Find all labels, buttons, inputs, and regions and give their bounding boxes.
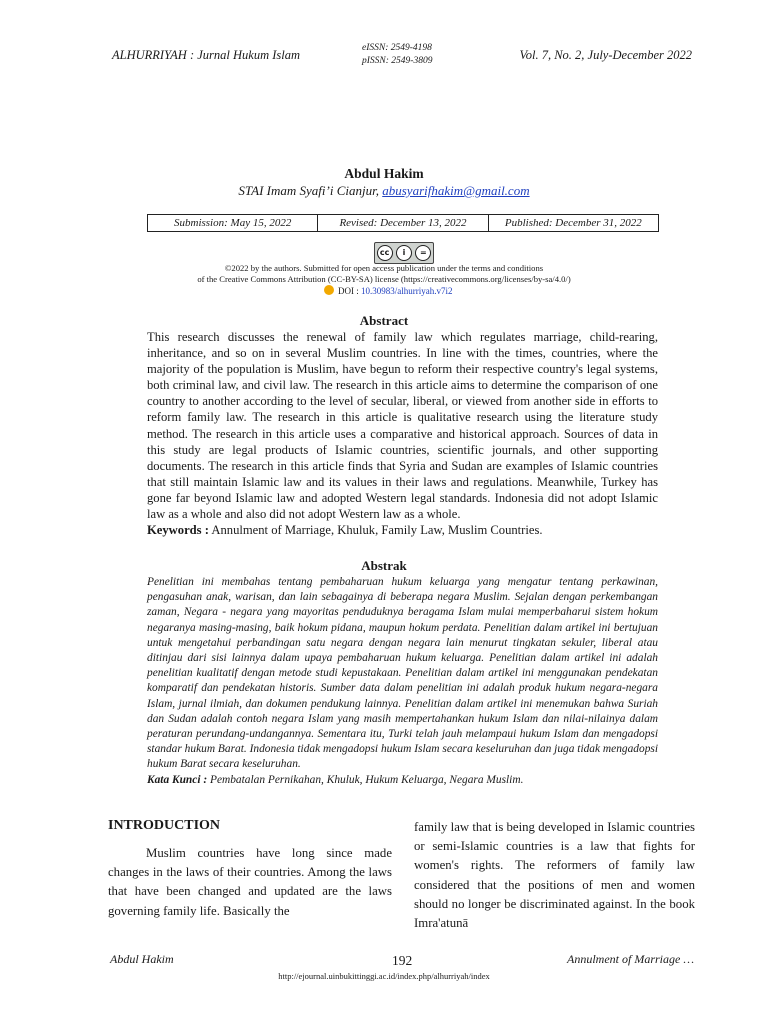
introduction-heading: INTRODUCTION [108,818,221,833]
abstrak-title: Abstrak [361,558,407,573]
license-statement [0,263,768,285]
journal-url[interactable]: http://ejournal.uinbukittinggi.ac.id/index.php/alhurriyah/index [278,971,490,981]
dates-table [147,214,659,232]
keywords-text: Annulment of Marriage, Khuluk, Family Law, Muslim Countries. [211,523,543,538]
doi-label: DOI : [338,286,359,296]
author-email-link[interactable]: abusyarifhakim@gmail.com [382,183,530,198]
kata-kunci-label: Kata Kunci : [147,773,208,786]
cc-license-badge[interactable] [374,242,434,264]
abstract-text: This research discusses the renewal of family law which regulates marriage, child-rearing, inheritance, and so on in several Muslim countries. In line with the times, countries, where the majority of the population is Muslim, have begun to reform their respective country's legal systems, both criminal law, and civil law. The research in this article aims to determine the comparison of one country to another according to the level of secular, liberal, or viewed from another side in efforts to reform family law. The research in this article is qualitative research using the literature study method. The research in this article uses a comparative and historical approach. Sources of data in this study are legal products of Islamic countries, scientific journals, and other supporting documents. The research in this article finds that Syria and Sudan are examples of Islamic countries that still maintain Islamic law and its values in their laws and regulations. Meanwhile, Turkey has gone far beyond Islamic law and adopted Western legal standards. Indonesia did not adopt Islamic law as a whole and also did not adopt Western law as a whole. [147,330,658,522]
attribution-icon: i [396,245,412,261]
license-line-2: of the Creative Commons Attribution (CC-BY-SA) license (https://creativecommons.org/licenses/by-sa/4.0/) [197,274,571,284]
author-name: Abdul Hakim [344,166,424,181]
author-affiliation [0,183,768,199]
doi-line [324,285,453,296]
abstrak-body [147,575,658,788]
abstract-body [147,329,658,538]
submission-date: Submission: May 15, 2022 [148,215,318,232]
doi-icon [324,285,334,295]
published-date: Published: December 31, 2022 [488,215,658,232]
abstrak-text: Penelitian ini membahas tentang pembaharuan hukum keluarga yang mengatur tentang perkawinan, pengasuhan anak, warisan, dan lain sebagainya di beberapa negara Muslim. Sejalan dengan perkembangan zaman, Negara - negara yang mayoritas penduduknya beragama Islam mulai memperbaharui sistem hokum negaranya masing-masing, baik hokum pidana, maupun hokum perdata. Penelitian dalam artikel ini bertujuan untuk mengetahui perbandingan satu negara dengan negara lain menurut tingkatan sekuler, liberal atau ditinjau dari sisi lainnya dalam upaya pembaharuan hukum keluarga. Penelitian dalam artikel ini adalah penelitian kualitatif dengan metode studi kepustakaan. Penelitian dalam artikel ini menggunakan pendekatan komparatif dan pendekatan historis. Sumber data dalam penelitian ini adalah produk hukum negara-negara Islam, jurnal ilmiah, dan dokumen pendukung lainnya. Penelitian dalam artikel ini menemukan bahwa Suriah dan Sudan adalah contoh negara Islam yang masih mempertahankan hukum Islam dan nilai-nilainya dalam peraturan perundang-undangannya. Sementara itu, Turki telah jauh melampaui hukum Islam dan mengadopsi standar hukum Barat. Indonesia tidak mengadopsi hukum Islam secara keseluruhan dan juga tidak mengadopsi hukum Barat secara keseluruhan. [147,576,658,771]
footer-author: Abdul Hakim [110,952,174,966]
abstract-title: Abstract [359,313,409,328]
page-number: 192 [392,953,413,968]
affiliation-text: STAI Imam Syafi’i Cianjur, [238,183,379,198]
volume-info: Vol. 7, No. 2, July-December 2022 [519,48,692,62]
intro-left-column: Muslim countries have long since made changes in the laws of their countries. Among the laws that have been changed and updated are the laws governing family life. Basically the [108,846,392,918]
footer-running-title: Annulment of Marriage … [567,952,694,966]
kata-kunci-text: Pembatalan Pernikahan, Khuluk, Hukum Keluarga, Negara Muslim. [210,773,524,786]
journal-title: ALHURRIYAH : Jurnal Hukum Islam [112,48,300,62]
pissn: pISSN: 2549-3809 [362,56,433,66]
license-line-1: ©2022 by the authors. Submitted for open access publication under the terms and conditions [224,263,544,273]
issn-block [362,42,432,68]
revised-date: Revised: December 13, 2022 [318,215,488,232]
intro-right-column: family law that is being developed in Islamic countries or semi-Islamic countries is a law that fights for women's rights. The reformers of family law considered that the positions of men and women should no longer be discriminated against. In the book Imra'atunā [414,820,695,931]
keywords-label: Keywords : [147,523,209,538]
doi-link[interactable]: 10.30983/alhurriyah.v7i2 [361,286,453,296]
no-derivatives-icon: = [415,245,431,261]
eissn: eISSN: 2549-4198 [362,43,432,53]
cc-icon: cc [377,245,393,261]
